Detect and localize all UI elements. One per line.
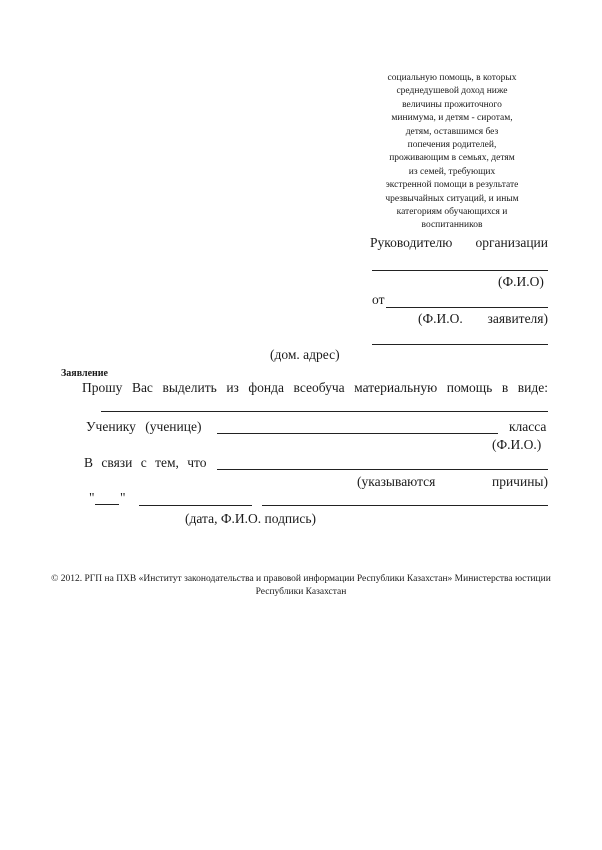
copyright-footer [40,573,562,599]
address-line [372,344,548,345]
date-day-line [95,504,119,505]
addressee-title [370,235,548,251]
addressee-to-left: Руководителю [370,235,453,250]
date-month-line [139,505,252,506]
header-note-line: среднедушевой доход ниже [396,86,508,97]
date-quote-close: " [120,490,126,505]
header-note-line: попечения родителей, [407,140,497,151]
header-note-line: чрезвычайных ситуаций, и иным [385,193,519,204]
request-word: Вас [131,380,153,395]
reason-intro: В связи с тем, что [84,455,207,470]
org-head-name-line [372,270,548,271]
request-word: всеобуча [293,380,345,395]
date-quote-open: " [89,490,95,505]
request-word: материальную [354,380,438,395]
home-address-caption: (дом. адрес) [270,347,340,362]
header-note-line: минимума, и детям - сиротам, [391,113,513,124]
student-fio-caption: (Ф.И.О.) [492,437,542,452]
reasons-caption [357,474,548,490]
reasons-caption-left: (указываются [357,474,436,489]
request-word: фонда [248,380,285,395]
signature-line [262,505,548,506]
header-note-line: проживающим в семьях, детям [389,153,515,164]
request-line [82,380,548,396]
request-word: виде: [517,380,548,395]
aid-type-line [101,411,548,412]
footer-line-1: © 2012. РГП на ПХВ «Институт законодательства и правовой информации Республики Казахстан» Министерства юстиции [51,574,551,584]
request-word: выделить [162,380,217,395]
fio-caption: (Ф.И.О) [498,274,544,289]
request-word: Прошу [82,380,123,395]
request-word: помощь [446,380,493,395]
student-label: Ученику (ученице) [86,419,202,434]
header-note-line: воспитанников [421,220,483,231]
header-note-line: категориям обучающихся и [396,207,508,218]
applicant-name-line [386,307,548,308]
footer-line-2: Республики Казахстан [255,587,347,597]
header-note-line: величины прожиточного [402,99,502,110]
header-note-line: из семей, требующих [408,166,496,177]
header-note-line: социальную помощь, в которых [387,73,517,83]
reason-line [217,469,548,470]
class-label: класса [509,419,547,434]
document-title: Заявление [61,368,108,379]
header-note-line: экстренной помощи в результате [385,180,519,191]
request-word: из [226,380,239,395]
from-label: от [372,292,385,307]
applicant-caption-left: (Ф.И.О. [418,311,463,326]
addressee-to-right: организации [475,235,548,250]
header-note [372,72,532,233]
request-word: в [501,380,509,395]
applicant-caption [418,311,548,327]
applicant-caption-right: заявителя) [487,311,548,326]
reasons-caption-right: причины) [491,474,548,489]
signature-caption: (дата, Ф.И.О. подпись) [185,511,317,526]
header-note-line: детям, оставшимся без [405,126,499,137]
student-name-line [217,433,498,434]
